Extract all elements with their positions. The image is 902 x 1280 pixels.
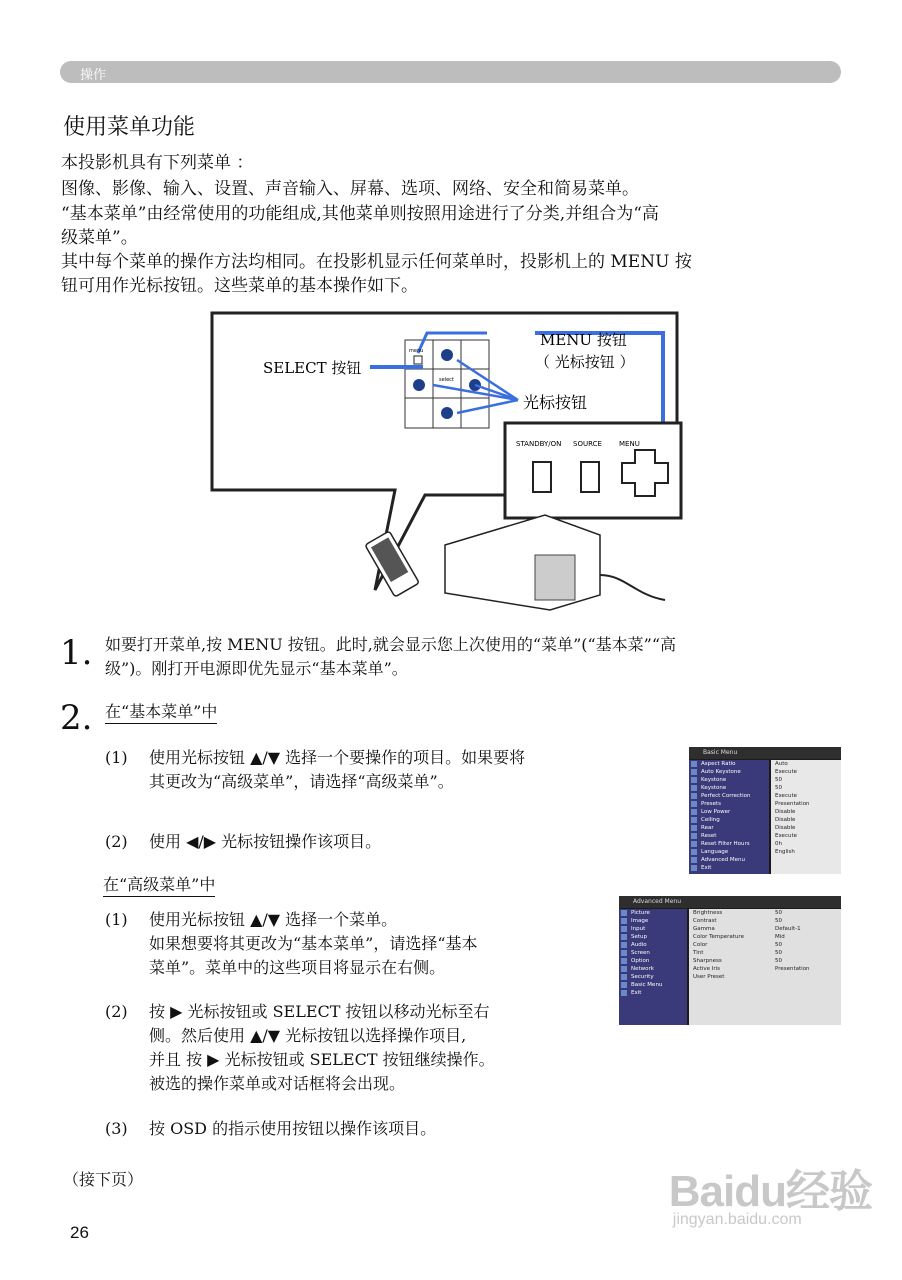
basic-item-2: (2) 使用 ◀/▶ 光标按钮操作该项目。 (105, 832, 382, 851)
adv-item-3: (3) 按 OSD 的指示使用按钮以操作该项目。 (105, 1119, 437, 1138)
remote-select-label: select (439, 377, 454, 383)
adv-item-1: (1) 使用光标按钮 ▲/▼ 选择一个菜单。 如果想要将其更改为“基本菜单”，请选择“基本 菜单”。菜单中的这些项目将显示在右侧。 (105, 910, 478, 977)
advanced-menu-title: Advanced Menu (619, 896, 841, 908)
projector-figure (205, 305, 685, 620)
basic-menu-values: Auto Execute 50 50 Execute Presentation Disable Disable Disable Execute 0h English (771, 760, 841, 874)
intro-line-3: “基本菜单”由经常使用的功能组成,其他菜单则按照用途进行了分类,并组合为“高 (61, 204, 659, 224)
panel-source-label: SOURCE (573, 440, 602, 448)
watermark-url: jingyan.baidu.com (672, 1211, 802, 1228)
panel-menu-label: MENU (619, 440, 640, 448)
cursor-button-label: 光标按钮 (523, 393, 588, 412)
advanced-menu-list: Picture Image Input Setup Audio Screen Option Network Security Basic Menu Exit (619, 909, 687, 1025)
basic-menu-screenshot (689, 747, 841, 874)
watermark (668, 1155, 872, 1228)
watermark-brand: Baidu经验 (668, 1167, 872, 1216)
continued-note: （接下页） (63, 1170, 144, 1189)
basic-menu-heading: 在“基本菜单”中 (105, 702, 217, 724)
page-title: 使用菜单功能 (63, 115, 196, 140)
advanced-menu-submenu: Brightness Contrast Gamma Color Temperature Color Tint Sharpness Active Iris User Preset 50 50 Default-1 Mid 50 50 50 Presentation (689, 909, 841, 1025)
adv-item-2: (2) 按 ▶ 光标按钮或 SELECT 按钮以移动光标至右 侧。然后使用 ▲/▼ 光标按钮以选择操作项目, 并且 按 ▶ 光标按钮或 SELECT 按钮继续操作。 被选的操作菜单或对话框将会出现。 (105, 1002, 495, 1093)
intro-line-5: 其中每个菜单的操作方法均相同。在投影机显示任何菜单时，投影机上的 MENU 按 (61, 252, 692, 272)
advanced-menu-screenshot (619, 896, 841, 1025)
section-label: 操作 (80, 68, 107, 83)
step-1-line-1: 如要打开菜单,按 MENU 按钮。此时,就会显示您上次使用的“菜单”(“基本菜”“高 (105, 635, 677, 654)
basic-menu-title: Basic Menu (689, 747, 841, 759)
intro-line-6: 钮可用作光标按钮。这些菜单的基本操作如下。 (61, 276, 418, 296)
intro-line-4: 级菜单”。 (61, 228, 138, 248)
panel-standby-label: STANDBY/ON (516, 440, 562, 448)
intro-line-1: 本投影机具有下列菜单 ： (61, 153, 254, 173)
step-2-number: 2. (60, 698, 93, 738)
advanced-menu-heading: 在“高级菜单”中 (103, 875, 215, 897)
menu-button-sublabel: （ 光标按钮 ） (535, 353, 635, 371)
menu-button-label: MENU 按钮 (540, 331, 627, 349)
intro-line-2: 图像、影像、输入、设置、声音输入、屏幕、选项、网络、安全和简易菜单。 (61, 179, 639, 199)
step-1-number: 1. (60, 633, 93, 673)
basic-menu-list: Aspect Ratio Auto Keystone Keystone Keystone Perfect Correction Presets Low Power Ceiling Rear Reset Reset Filter Hours Language Advanced Menu Exit (689, 760, 769, 874)
step-1-line-2: 级”)。刚打开电源即优先显示“基本菜单”。 (105, 659, 408, 678)
basic-item-1: (1) 使用光标按钮 ▲/▼ 选择一个要操作的项目。如果要将 其更改为“高级菜单”，请选择“高级菜单”。 (105, 748, 526, 791)
remote-menu-label: menu (409, 348, 424, 354)
select-button-label: SELECT 按钮 (263, 359, 362, 377)
section-header-bar (60, 61, 841, 83)
page-number: 26 (70, 1223, 89, 1242)
